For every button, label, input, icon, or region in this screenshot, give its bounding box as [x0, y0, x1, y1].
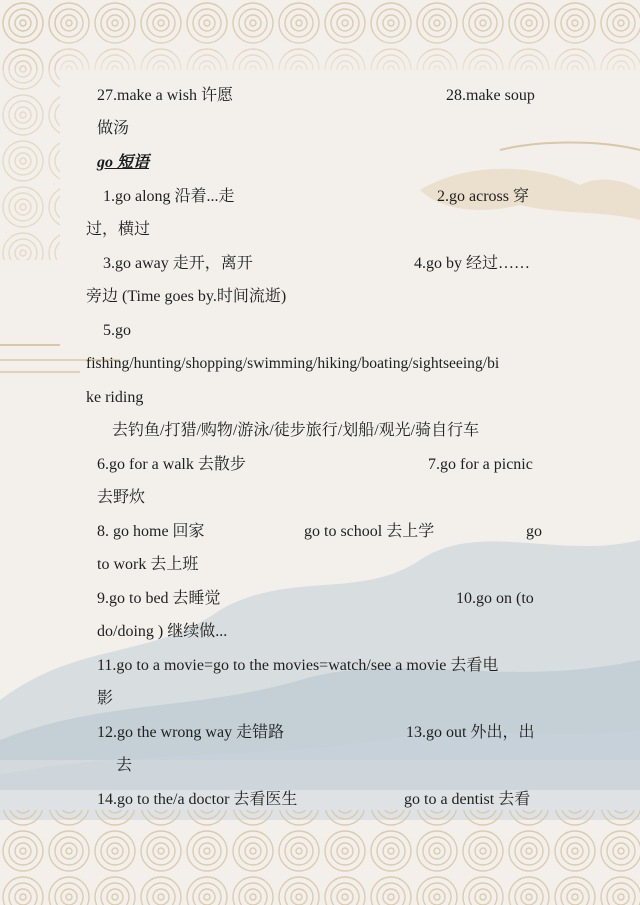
- phrase-8: 8. go home 回家: [97, 523, 205, 540]
- phrase-3: 3.go away 走开，离开: [103, 255, 253, 272]
- phrase-1: 1.go along 沿着...走: [103, 188, 235, 205]
- phrase-8c: go: [526, 523, 542, 540]
- phrase-10: 10.go on (to: [456, 590, 534, 607]
- phrase-14b: go to a dentist 去看: [404, 791, 531, 808]
- phrase-5-list: fishing/hunting/shopping/swimming/hiking/boating/sightseeing/bi: [86, 355, 500, 372]
- phrase-13-cont: 去: [116, 757, 133, 774]
- phrase-5-meaning: 去钓鱼/打猎/购物/游泳/徒步旅行/划船/观光/骑自行车: [112, 422, 480, 439]
- phrase-5: 5.go: [103, 322, 131, 339]
- phrase-14: 14.go to the/a doctor 去看医生: [97, 791, 298, 808]
- phrase-28: 28.make soup: [446, 87, 535, 104]
- phrase-28-meaning: 做汤: [97, 120, 130, 137]
- phrase-12: 12.go the wrong way 走错路: [97, 724, 285, 741]
- phrase-9: 9.go to bed 去睡觉: [97, 590, 221, 607]
- phrase-27: 27.make a wish 许愿: [97, 87, 233, 104]
- phrase-8c-cont: to work 去上班: [97, 556, 199, 573]
- phrase-7-meaning: 去野炊: [97, 489, 146, 506]
- phrase-4: 4.go by 经过……: [414, 255, 531, 272]
- phrase-7: 7.go for a picnic: [428, 456, 533, 473]
- phrase-10-cont: do/doing ) 继续做...: [97, 623, 228, 640]
- phrase-2: 2.go across 穿: [437, 188, 529, 205]
- phrase-5-list-cont: ke riding: [86, 389, 144, 406]
- phrase-11-cont: 影: [97, 690, 114, 707]
- phrase-13: 13.go out 外出，出: [406, 724, 535, 741]
- phrase-4-cont: 旁边 (Time goes by.时间流逝): [86, 288, 287, 305]
- phrase-2-cont: 过，横过: [86, 221, 151, 238]
- phrase-6: 6.go for a walk 去散步: [97, 456, 246, 473]
- phrase-8b: go to school 去上学: [304, 523, 435, 540]
- section-heading: go 短语: [97, 154, 150, 171]
- phrase-11: 11.go to a movie=go to the movies=watch/see a movie 去看电: [97, 657, 499, 674]
